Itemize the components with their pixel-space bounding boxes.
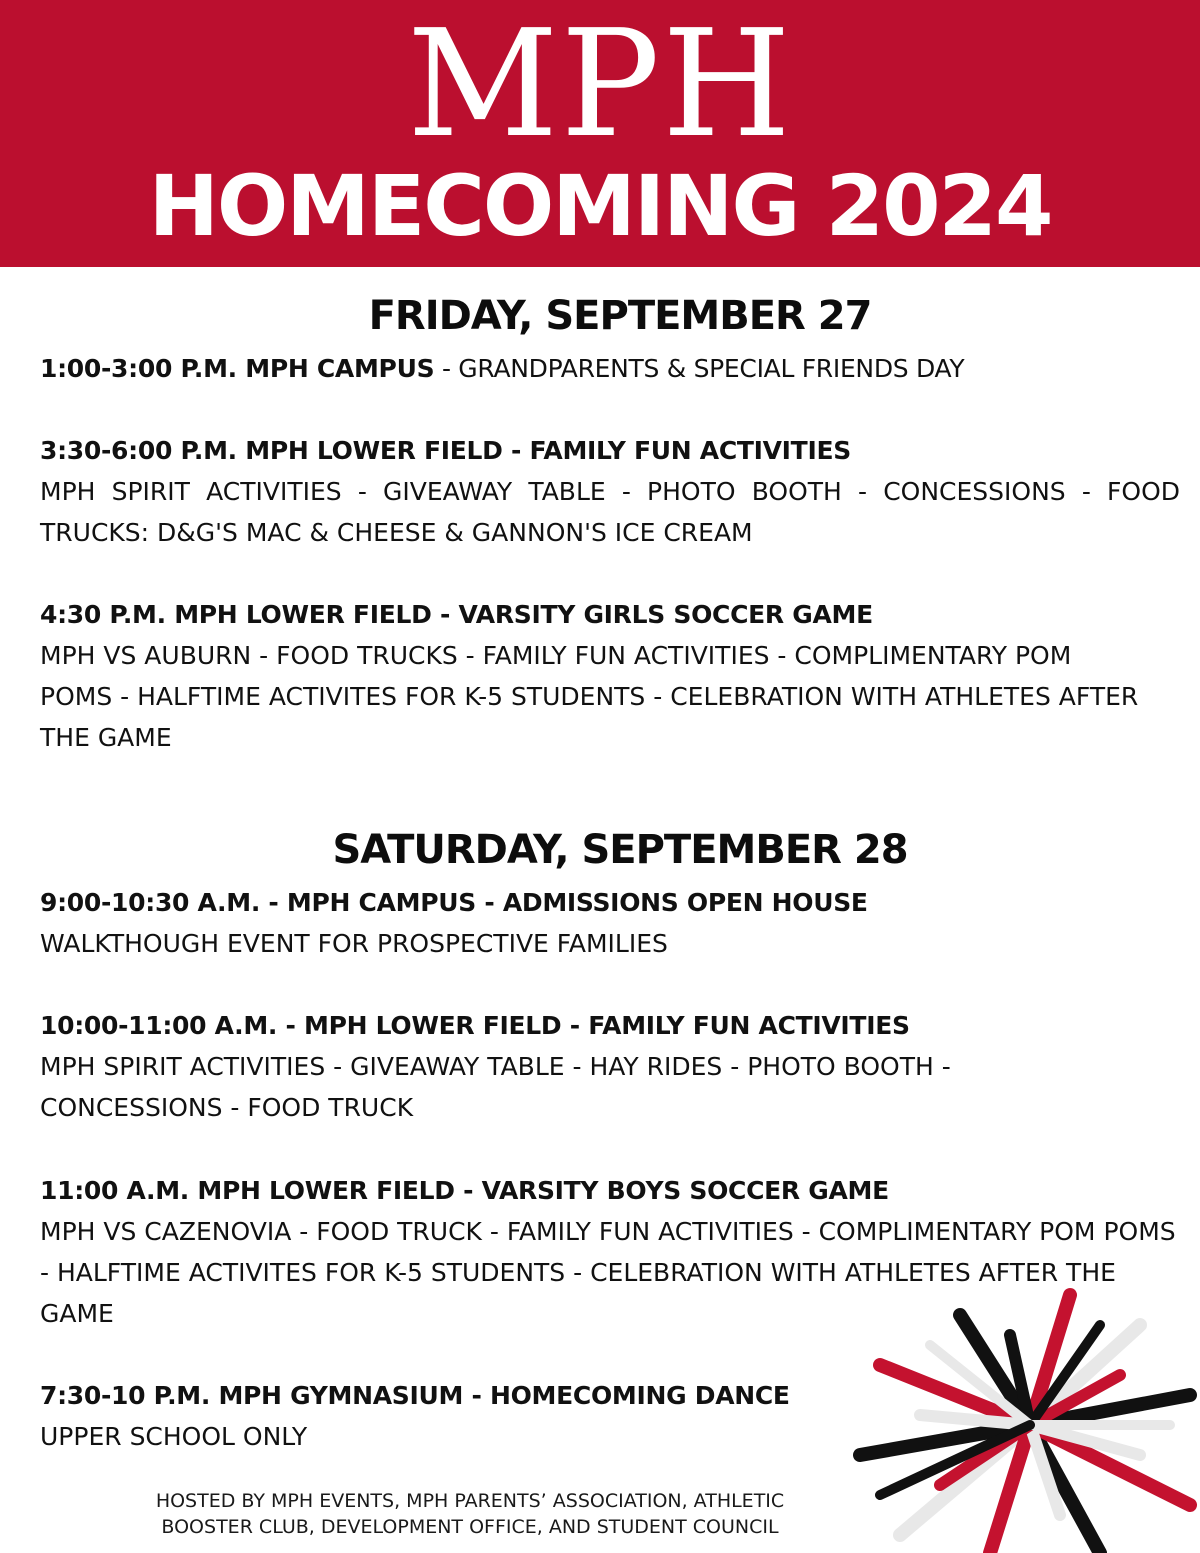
event-friday-3 <box>40 594 1180 758</box>
event-heading: 11:00 A.M. MPH LOWER FIELD - VARSITY BOYS SOCCER GAME <box>40 1176 889 1205</box>
event-description: MPH SPIRIT ACTIVITIES - GIVEAWAY TABLE - PHOTO BOOTH - CONCESSIONS - FOOD TRUCKS: D&G'S MAC & CHEESE & GANNON'S ICE CREAM <box>40 477 1180 547</box>
event-description: MPH VS AUBURN - FOOD TRUCKS - FAMILY FUN ACTIVITIES - COMPLIMENTARY POM POMS - HALFTIME ACTIVITES FOR K-5 STUDENTS - CELEBRATION WITH ATHLETES AFTER THE GAME <box>40 641 1139 752</box>
event-heading <box>40 348 1180 389</box>
event-description: MPH SPIRIT ACTIVITIES - GIVEAWAY TABLE - HAY RIDES - PHOTO BOOTH - CONCESSIONS - FOOD TRUCK <box>40 1052 951 1122</box>
credits-line-2: BOOSTER CLUB, DEVELOPMENT OFFICE, AND STUDENT COUNCIL <box>161 1516 779 1538</box>
event-heading-bold: 1:00-3:00 P.M. MPH CAMPUS <box>40 354 435 383</box>
page-title: HOMECOMING 2024 <box>148 157 1052 255</box>
mph-logo-text: MPH <box>406 0 794 170</box>
credits-line-1: HOSTED BY MPH EVENTS, MPH PARENTS’ ASSOCIATION, ATHLETIC <box>155 1490 785 1512</box>
day-title-saturday: SATURDAY, SEPTEMBER 28 <box>332 827 908 873</box>
day-title-friday: FRIDAY, SEPTEMBER 27 <box>368 293 872 339</box>
event-saturday-2 <box>40 1005 1180 1128</box>
event-heading: 10:00-11:00 A.M. - MPH LOWER FIELD - FAMILY FUN ACTIVITIES <box>40 1011 910 1040</box>
event-heading: 7:30-10 P.M. MPH GYMNASIUM - HOMECOMING DANCE <box>40 1381 790 1410</box>
header-banner <box>0 0 1200 267</box>
footer-credits <box>90 1488 850 1540</box>
event-friday-2 <box>40 430 1180 553</box>
event-heading: 4:30 P.M. MPH LOWER FIELD - VARSITY GIRLS SOCCER GAME <box>40 600 873 629</box>
event-description: MPH VS CAZENOVIA - FOOD TRUCK - FAMILY FUN ACTIVITIES - COMPLIMENTARY POM POMS - HALFTIME ACTIVITES FOR K-5 STUDENTS - CELEBRATION WITH ATHLETES AFTER THE GAME <box>40 1217 1176 1328</box>
event-description: UPPER SCHOOL ONLY <box>40 1422 308 1451</box>
event-saturday-1 <box>40 882 1180 964</box>
event-heading-rest: - GRANDPARENTS & SPECIAL FRIENDS DAY <box>434 354 965 383</box>
event-heading: 9:00-10:30 A.M. - MPH CAMPUS - ADMISSIONS OPEN HOUSE <box>40 888 868 917</box>
event-friday-1 <box>40 348 1180 389</box>
pom-pom-image <box>840 1285 1200 1553</box>
event-description: WALKTHOUGH EVENT FOR PROSPECTIVE FAMILIES <box>40 929 668 958</box>
event-heading: 3:30-6:00 P.M. MPH LOWER FIELD - FAMILY FUN ACTIVITIES <box>40 436 851 465</box>
